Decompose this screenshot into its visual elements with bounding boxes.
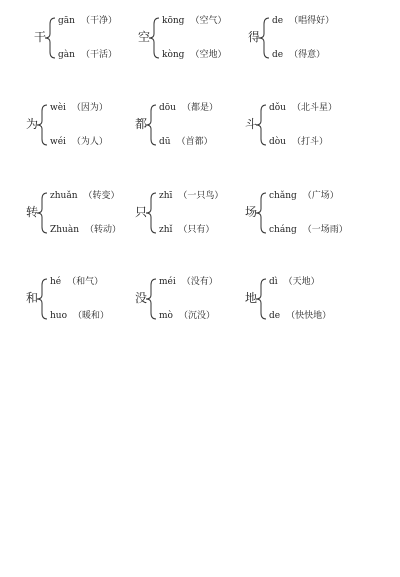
brace-icon [36, 101, 48, 149]
entry-de [248, 14, 368, 62]
reading-1 [159, 190, 223, 202]
pinyin: dōu [159, 103, 176, 113]
entry-wei [26, 101, 146, 149]
pinyin: cháng [269, 225, 297, 235]
entry-dou-2 [245, 101, 365, 149]
pinyin: mò [159, 311, 173, 321]
example-word: （只有） [178, 225, 215, 235]
reading-2 [50, 310, 109, 322]
example-word: （快快地） [286, 311, 332, 321]
character: 地 [245, 291, 258, 305]
example-word: （干净） [80, 16, 117, 26]
example-word: （一只鸟） [178, 191, 224, 201]
character: 没 [135, 291, 148, 305]
pinyin: chǎng [269, 191, 297, 201]
character: 斗 [245, 117, 258, 131]
example-word: （沉没） [178, 311, 215, 321]
example-word: （因为） [71, 103, 108, 113]
example-word: （为人） [71, 137, 108, 147]
character: 为 [26, 117, 39, 131]
entry-chang [245, 189, 365, 237]
entry-mei [135, 275, 258, 323]
pinyin: wèi [50, 103, 66, 113]
example-word: （得意） [289, 50, 326, 60]
pinyin: zhuǎn [50, 191, 78, 201]
pinyin: dū [159, 137, 171, 147]
entry-gan [34, 14, 154, 62]
example-word: （首都） [176, 137, 213, 147]
character: 都 [135, 117, 148, 131]
character: 干 [34, 30, 47, 44]
reading-2 [162, 49, 226, 61]
example-word: （都是） [181, 103, 218, 113]
brace-icon [255, 189, 267, 237]
reading-2 [269, 310, 331, 322]
reading-2 [272, 49, 325, 61]
example-word: （一场雨） [302, 225, 348, 235]
character: 转 [26, 205, 39, 219]
pinyin: zhǐ [159, 225, 173, 235]
reading-2 [50, 224, 121, 236]
reading-1 [272, 15, 334, 27]
example-word: （和气） [67, 277, 104, 287]
pinyin: zhī [159, 191, 173, 201]
entry-zhi [135, 189, 258, 237]
example-word: （干活） [80, 50, 117, 60]
brace-icon [255, 275, 267, 323]
example-word: （唱得好） [289, 16, 335, 26]
example-word: （广场） [302, 191, 339, 201]
character: 空 [138, 30, 151, 44]
reading-1 [159, 102, 218, 114]
brace-icon [255, 101, 267, 149]
reading-2 [159, 310, 215, 322]
reading-1 [269, 102, 337, 114]
pinyin: kòng [162, 50, 185, 60]
entry-he [26, 275, 146, 323]
character: 得 [248, 30, 261, 44]
example-word: （没有） [181, 277, 218, 287]
example-word: （转变） [83, 191, 120, 201]
reading-2 [159, 224, 214, 236]
pinyin: de [272, 50, 284, 60]
brace-icon [44, 14, 56, 62]
reading-1 [50, 102, 108, 114]
reading-1 [162, 15, 226, 27]
reading-1 [269, 190, 339, 202]
brace-icon [36, 275, 48, 323]
entry-zhuan [26, 189, 146, 237]
reading-2 [50, 136, 108, 148]
pinyin: de [272, 16, 284, 26]
example-word: （暖和） [73, 311, 110, 321]
reading-2 [269, 224, 348, 236]
entry-kong [138, 14, 261, 62]
example-word: （天地） [283, 277, 320, 287]
reading-2 [58, 49, 117, 61]
pinyin: gān [58, 16, 75, 26]
pinyin: de [269, 311, 281, 321]
brace-icon [145, 275, 157, 323]
brace-icon [36, 189, 48, 237]
character: 只 [135, 205, 148, 219]
brace-icon [145, 189, 157, 237]
pinyin: dòu [269, 137, 286, 147]
pinyin: méi [159, 277, 176, 287]
example-word: （空地） [190, 50, 227, 60]
pinyin: dì [269, 277, 278, 287]
example-word: （北斗星） [291, 103, 337, 113]
brace-icon [145, 101, 157, 149]
reading-1 [50, 190, 120, 202]
example-word: （打斗） [291, 137, 328, 147]
pinyin: wéi [50, 137, 66, 147]
reading-1 [269, 276, 320, 288]
character: 场 [245, 205, 258, 219]
entry-di [245, 275, 365, 323]
reading-1 [58, 15, 117, 27]
reading-2 [269, 136, 328, 148]
character: 和 [26, 291, 39, 305]
brace-icon [258, 14, 270, 62]
example-word: （转动） [85, 225, 122, 235]
brace-icon [148, 14, 160, 62]
pinyin: hé [50, 277, 62, 287]
pinyin: dǒu [269, 103, 286, 113]
pinyin: Zhuàn [50, 225, 80, 235]
example-word: （空气） [190, 16, 227, 26]
entry-dou [135, 101, 258, 149]
pinyin: gàn [58, 50, 75, 60]
pinyin: kōng [162, 16, 185, 26]
pinyin: huo [50, 311, 68, 321]
reading-2 [159, 136, 213, 148]
reading-1 [50, 276, 103, 288]
reading-1 [159, 276, 218, 288]
